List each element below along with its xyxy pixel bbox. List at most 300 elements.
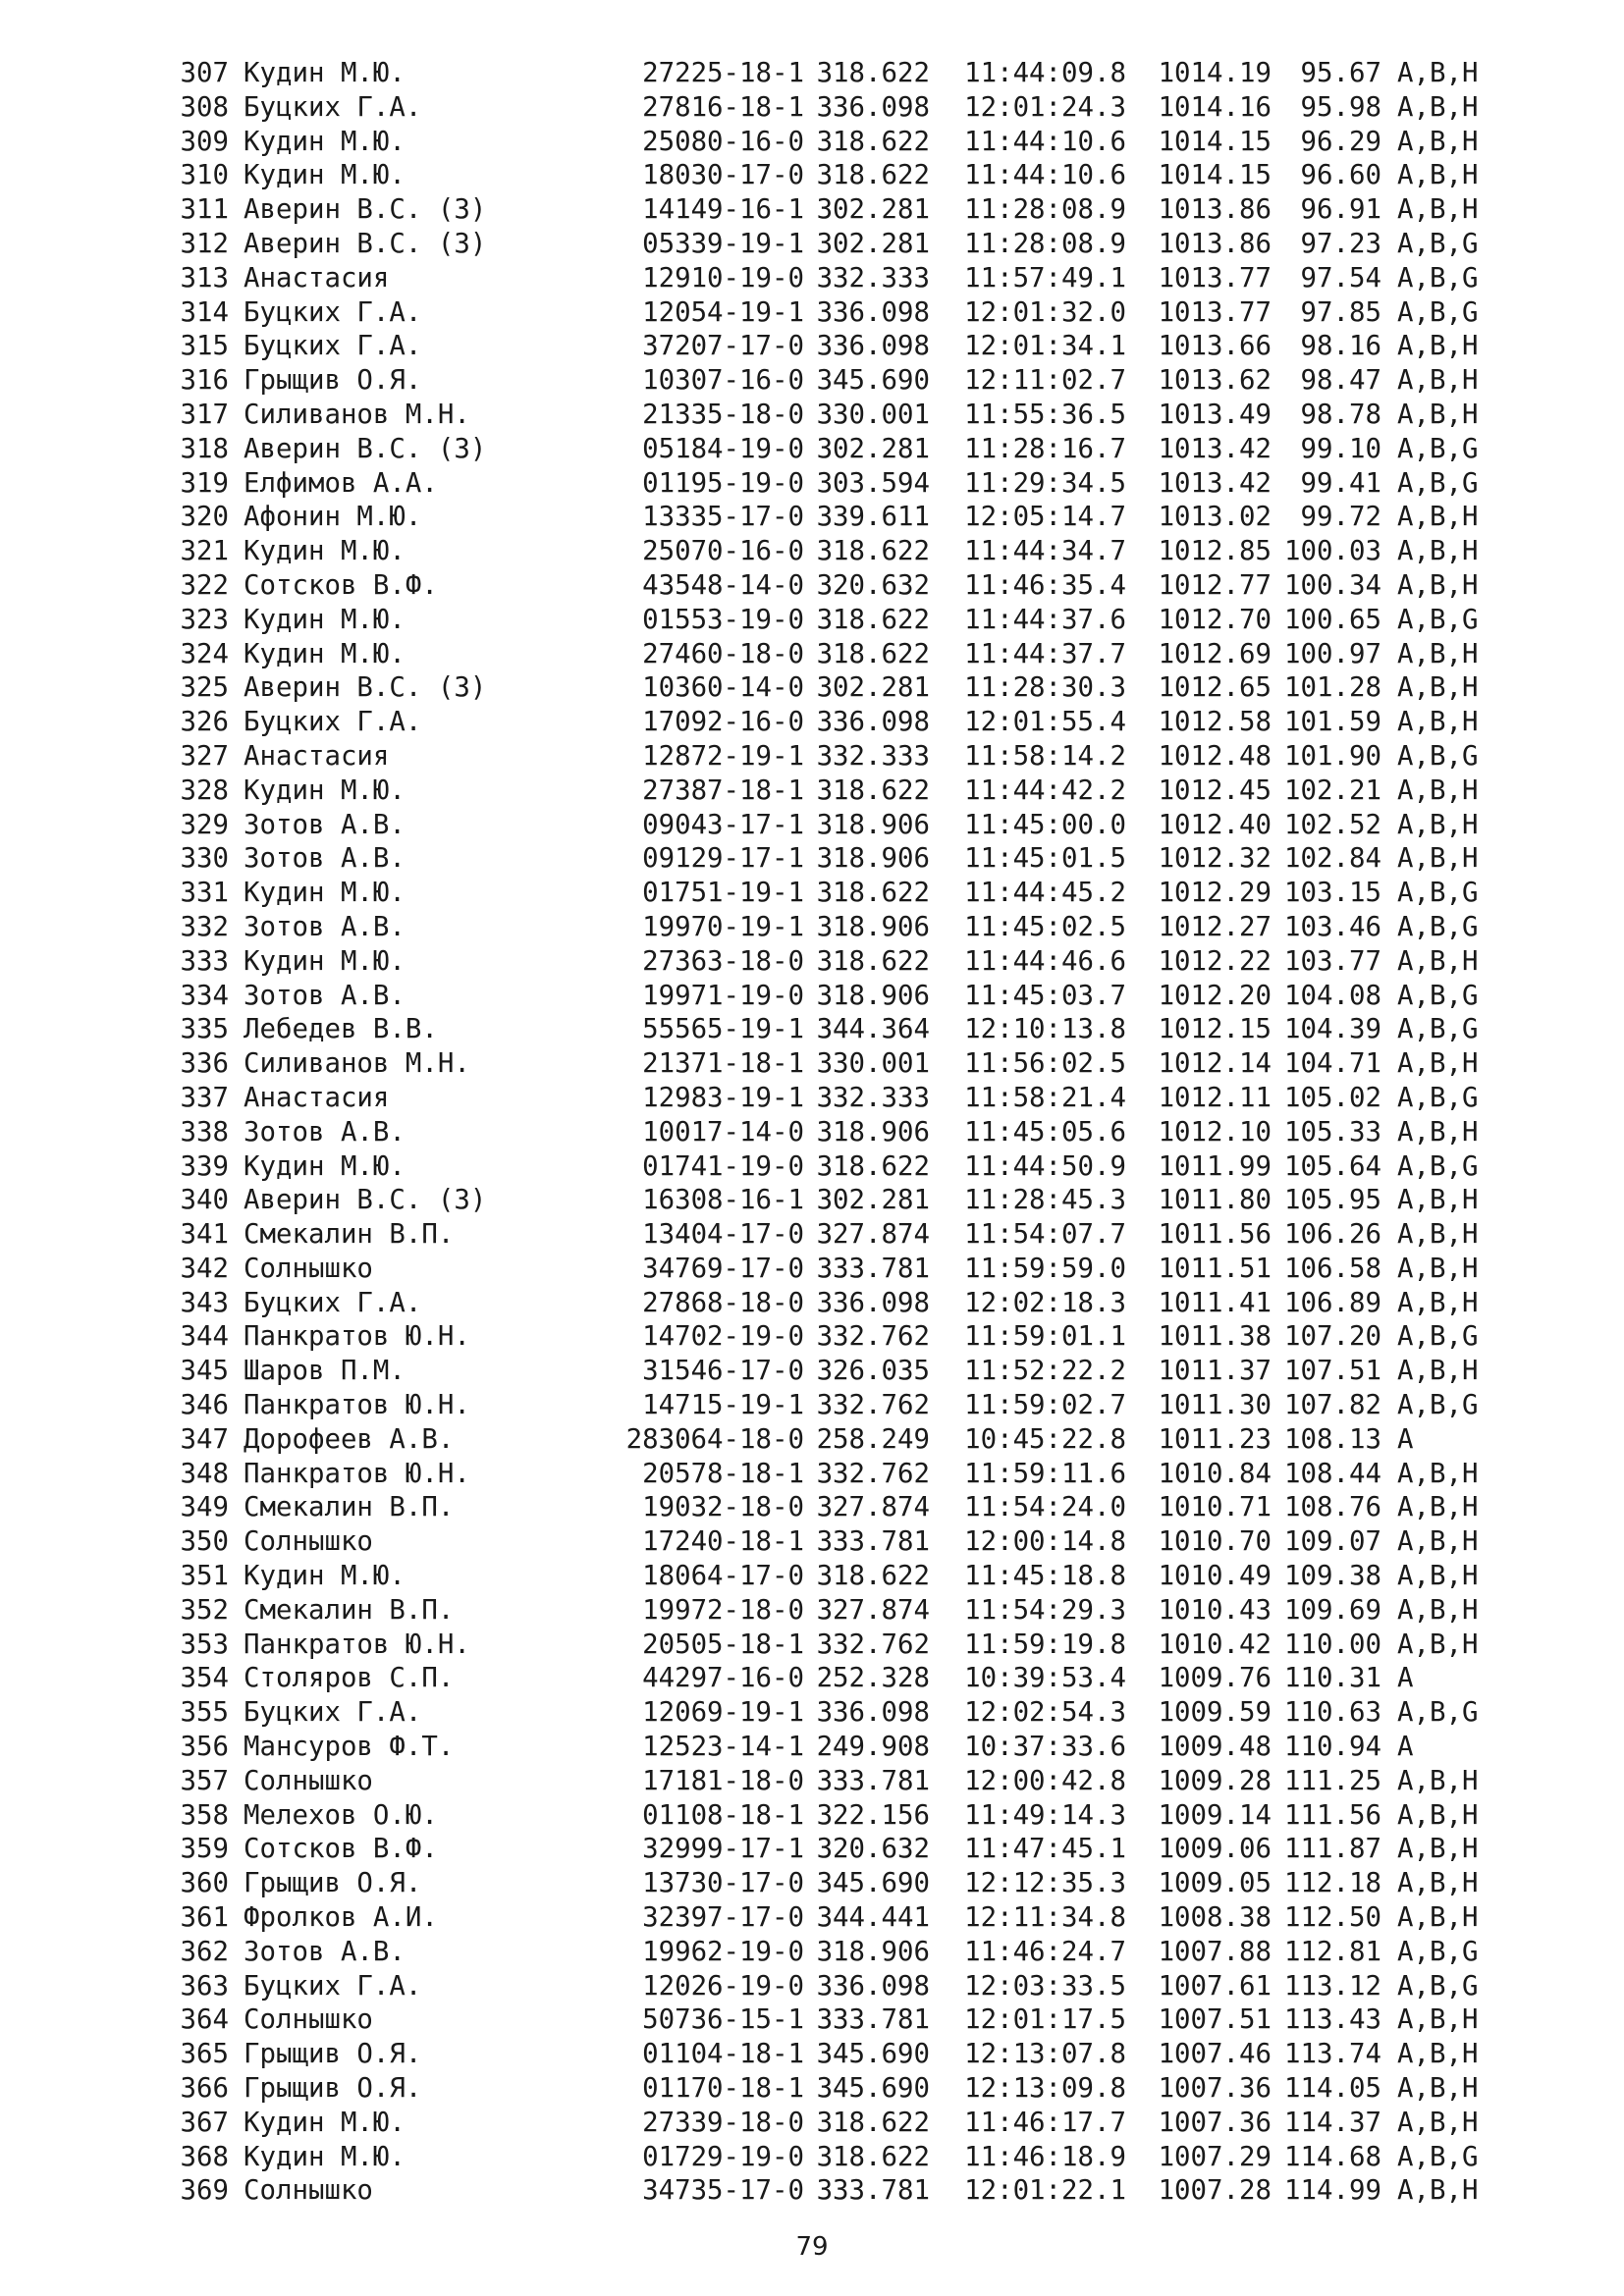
flags-cell: A,B,G [1397,1936,1479,1967]
fancier-name-cell: Зотов А.В. [244,980,406,1011]
coefficient-cell: 105.95 [1284,1185,1381,1216]
page-number: 79 [795,2232,829,2262]
coefficient-cell: 107.51 [1284,1356,1381,1387]
speed-cell: 1009.76 [1158,1663,1272,1694]
coefficient-cell: 102.84 [1284,843,1381,875]
distance-cell: 322.156 [816,1799,930,1831]
position-cell: 361 [180,1902,229,1934]
fancier-name-cell: Кудин М.Ю. [244,160,406,191]
arrival-time-cell: 11:58:21.4 [964,1082,1126,1113]
distance-cell: 318.906 [816,809,930,840]
fancier-name-cell: Смекалин В.П. [244,1594,455,1626]
fancier-name-cell: Панкратов Ю.Н. [244,1629,470,1660]
coefficient-cell: 104.08 [1284,980,1381,1011]
arrival-time-cell: 11:59:02.7 [964,1390,1126,1421]
arrival-time-cell: 12:01:24.3 [964,91,1126,123]
coefficient-cell: 105.02 [1284,1082,1381,1113]
flags-cell: A,B,H [1397,1561,1479,1592]
position-cell: 355 [180,1697,229,1729]
ring-number-cell: 18064-17-0 [642,1561,804,1592]
table-row [158,638,1535,672]
table-row [158,1253,1535,1287]
speed-cell: 1007.46 [1158,2039,1272,2070]
table-row [158,1423,1535,1458]
speed-cell: 1011.38 [1158,1321,1272,1353]
flags-cell: A,B,H [1397,1834,1479,1865]
arrival-time-cell: 11:44:46.6 [964,945,1126,977]
ring-number-cell: 12523-14-1 [642,1732,804,1763]
ring-number-cell: 12872-19-1 [642,740,804,772]
coefficient-cell: 110.31 [1284,1663,1381,1694]
coefficient-cell: 108.76 [1284,1492,1381,1523]
distance-cell: 318.622 [816,1561,930,1592]
fancier-name-cell: Кудин М.Ю. [244,945,406,977]
ring-number-cell: 32397-17-0 [642,1902,804,1934]
speed-cell: 1012.22 [1158,945,1272,977]
ring-number-cell: 31546-17-0 [642,1356,804,1387]
position-cell: 338 [180,1116,229,1148]
flags-cell: A,B,H [1397,1287,1479,1318]
fancier-name-cell: Панкратов Ю.Н. [244,1458,470,1489]
ring-number-cell: 37207-17-0 [642,331,804,362]
table-row [158,774,1535,809]
table-row [158,1287,1535,1321]
coefficient-cell: 95.98 [1300,91,1381,123]
ring-number-cell: 27868-18-0 [642,1287,804,1318]
distance-cell: 303.594 [816,467,930,499]
table-row [158,1833,1535,1867]
table-row [158,159,1535,193]
ring-number-cell: 01104-18-1 [642,2039,804,2070]
ring-number-cell: 27339-18-0 [642,2107,804,2138]
table-row [158,671,1535,706]
table-row [158,193,1535,228]
flags-cell: A,B,G [1397,2141,1479,2172]
table-row [158,1662,1535,1696]
coefficient-cell: 114.99 [1284,2175,1381,2207]
table-row [158,1629,1535,1663]
flags-cell: A,B,G [1397,433,1479,464]
position-cell: 366 [180,2073,229,2105]
arrival-time-cell: 11:47:45.1 [964,1834,1126,1865]
position-cell: 331 [180,878,229,909]
position-cell: 345 [180,1356,229,1387]
arrival-time-cell: 11:45:05.6 [964,1116,1126,1148]
position-cell: 363 [180,1970,229,2002]
arrival-time-cell: 11:44:42.2 [964,774,1126,806]
speed-cell: 1012.14 [1158,1048,1272,1080]
flags-cell: A,B,H [1397,707,1479,738]
position-cell: 359 [180,1834,229,1865]
flags-cell: A,B,H [1397,1116,1479,1148]
table-row [158,740,1535,774]
distance-cell: 336.098 [816,91,930,123]
distance-cell: 330.001 [816,1048,930,1080]
flags-cell: A,B,H [1397,1902,1479,1934]
results-table [158,57,1535,2209]
ring-number-cell: 14715-19-1 [642,1390,804,1421]
table-row [158,1970,1535,2004]
ring-number-cell: 19971-19-0 [642,980,804,1011]
flags-cell: A,B,G [1397,878,1479,909]
table-row [158,1867,1535,1901]
ring-number-cell: 13730-17-0 [642,1868,804,1899]
table-row [158,2003,1535,2038]
ring-number-cell: 09129-17-1 [642,843,804,875]
coefficient-cell: 97.54 [1300,262,1381,294]
position-cell: 360 [180,1868,229,1899]
flags-cell: A,B,H [1397,399,1479,430]
speed-cell: 1012.32 [1158,843,1272,875]
arrival-time-cell: 11:59:59.0 [964,1253,1126,1284]
flags-cell: A,B,H [1397,194,1479,226]
table-row [158,945,1535,980]
ring-number-cell: 18030-17-0 [642,160,804,191]
fancier-name-cell: Буцких Г.А. [244,1697,422,1729]
coefficient-cell: 99.41 [1300,467,1381,499]
coefficient-cell: 98.78 [1300,399,1381,430]
distance-cell: 302.281 [816,194,930,226]
flags-cell: A,B,H [1397,58,1479,88]
table-row [158,1184,1535,1218]
flags-cell: A,B,G [1397,1082,1479,1113]
fancier-name-cell: Грыщив О.Я. [244,2039,422,2070]
ring-number-cell: 16308-16-1 [642,1185,804,1216]
position-cell: 357 [180,1765,229,1796]
table-row [158,1047,1535,1082]
ring-number-cell: 20505-18-1 [642,1629,804,1660]
flags-cell: A,B,G [1397,980,1479,1011]
speed-cell: 1013.66 [1158,331,1272,362]
fancier-name-cell: Кудин М.Ю. [244,638,406,669]
fancier-name-cell: Аверин В.С. (З) [244,672,487,704]
position-cell: 358 [180,1799,229,1831]
position-cell: 318 [180,433,229,464]
speed-cell: 1011.99 [1158,1150,1272,1182]
arrival-time-cell: 12:01:17.5 [964,2004,1126,2036]
position-cell: 339 [180,1150,229,1182]
ring-number-cell: 14702-19-0 [642,1321,804,1353]
fancier-name-cell: Кудин М.Ю. [244,536,406,567]
position-cell: 352 [180,1594,229,1626]
distance-cell: 327.874 [816,1219,930,1251]
flags-cell: A,B,H [1397,160,1479,191]
coefficient-cell: 97.85 [1300,296,1381,328]
coefficient-cell: 100.03 [1284,536,1381,567]
position-cell: 368 [180,2141,229,2172]
arrival-time-cell: 12:01:22.1 [964,2175,1126,2207]
position-cell: 362 [180,1936,229,1967]
position-cell: 342 [180,1253,229,1284]
coefficient-cell: 97.23 [1300,228,1381,259]
speed-cell: 1014.15 [1158,160,1272,191]
arrival-time-cell: 11:28:45.3 [964,1185,1126,1216]
coefficient-cell: 109.07 [1284,1526,1381,1558]
arrival-time-cell: 11:29:34.5 [964,467,1126,499]
position-cell: 314 [180,296,229,328]
ring-number-cell: 21335-18-0 [642,399,804,430]
table-row [158,1491,1535,1525]
flags-cell: A [1397,1423,1414,1455]
arrival-time-cell: 11:28:08.9 [964,194,1126,226]
arrival-time-cell: 11:44:50.9 [964,1150,1126,1182]
position-cell: 324 [180,638,229,669]
distance-cell: 302.281 [816,433,930,464]
speed-cell: 1013.62 [1158,365,1272,397]
fancier-name-cell: Кудин М.Ю. [244,2141,406,2172]
position-cell: 365 [180,2039,229,2070]
fancier-name-cell: Буцких Г.А. [244,707,422,738]
ring-number-cell: 21371-18-1 [642,1048,804,1080]
fancier-name-cell: Буцких Г.А. [244,91,422,123]
position-cell: 307 [180,58,229,88]
ring-number-cell: 01553-19-0 [642,604,804,635]
flags-cell: A,B,G [1397,1390,1479,1421]
fancier-name-cell: Буцких Г.А. [244,296,422,328]
flags-cell: A,B,H [1397,569,1479,601]
table-row [158,1150,1535,1185]
table-row [158,126,1535,160]
arrival-time-cell: 11:28:08.9 [964,228,1126,259]
coefficient-cell: 96.91 [1300,194,1381,226]
fancier-name-cell: Грыщив О.Я. [244,365,422,397]
distance-cell: 336.098 [816,296,930,328]
flags-cell: A,B,G [1397,604,1479,635]
coefficient-cell: 100.97 [1284,638,1381,669]
fancier-name-cell: Буцких Г.А. [244,331,422,362]
coefficient-cell: 114.68 [1284,2141,1381,2172]
arrival-time-cell: 12:00:14.8 [964,1526,1126,1558]
speed-cell: 1011.37 [1158,1356,1272,1387]
coefficient-cell: 107.20 [1284,1321,1381,1353]
coefficient-cell: 100.65 [1284,604,1381,635]
position-cell: 333 [180,945,229,977]
flags-cell: A,B,H [1397,1458,1479,1489]
distance-cell: 318.622 [816,638,930,669]
position-cell: 367 [180,2107,229,2138]
flags-cell: A,B,G [1397,911,1479,942]
flags-cell: A,B,G [1397,296,1479,328]
distance-cell: 302.281 [816,228,930,259]
ring-number-cell: 01195-19-0 [642,467,804,499]
table-row [158,1525,1535,1560]
speed-cell: 1007.36 [1158,2107,1272,2138]
ring-number-cell: 01729-19-0 [642,2141,804,2172]
distance-cell: 336.098 [816,331,930,362]
table-row [158,2174,1535,2209]
ring-number-cell: 50736-15-1 [642,2004,804,2036]
coefficient-cell: 112.18 [1284,1868,1381,1899]
speed-cell: 1011.56 [1158,1219,1272,1251]
position-cell: 346 [180,1390,229,1421]
arrival-time-cell: 11:44:09.8 [964,58,1126,88]
coefficient-cell: 105.33 [1284,1116,1381,1148]
coefficient-cell: 108.44 [1284,1458,1381,1489]
flags-cell: A,B,H [1397,1799,1479,1831]
table-row [158,433,1535,467]
arrival-time-cell: 11:57:49.1 [964,262,1126,294]
distance-cell: 336.098 [816,1697,930,1729]
ring-number-cell: 10017-14-0 [642,1116,804,1148]
table-row [158,296,1535,331]
flags-cell: A,B,H [1397,91,1479,123]
position-cell: 348 [180,1458,229,1489]
arrival-time-cell: 11:55:36.5 [964,399,1126,430]
fancier-name-cell: Солнышко [244,2175,373,2207]
ring-number-cell: 17240-18-1 [642,1526,804,1558]
fancier-name-cell: Смекалин В.П. [244,1492,455,1523]
flags-cell: A,B,G [1397,228,1479,259]
arrival-time-cell: 12:11:02.7 [964,365,1126,397]
fancier-name-cell: Зотов А.В. [244,843,406,875]
table-row [158,842,1535,877]
position-cell: 313 [180,262,229,294]
coefficient-cell: 99.10 [1300,433,1381,464]
flags-cell: A,B,H [1397,945,1479,977]
arrival-time-cell: 11:44:10.6 [964,126,1126,157]
arrival-time-cell: 11:54:07.7 [964,1219,1126,1251]
distance-cell: 345.690 [816,2073,930,2105]
coefficient-cell: 99.72 [1300,502,1381,533]
position-cell: 347 [180,1423,229,1455]
fancier-name-cell: Аверин В.С. (З) [244,1185,487,1216]
distance-cell: 332.762 [816,1629,930,1660]
fancier-name-cell: Мансуров Ф.Т. [244,1732,455,1763]
speed-cell: 1007.51 [1158,2004,1272,2036]
speed-cell: 1010.42 [1158,1629,1272,1660]
arrival-time-cell: 11:28:30.3 [964,672,1126,704]
ring-number-cell: 44297-16-0 [642,1663,804,1694]
position-cell: 310 [180,160,229,191]
arrival-time-cell: 11:44:45.2 [964,878,1126,909]
ring-number-cell: 283064-18-0 [625,1423,804,1455]
flags-cell: A,B,H [1397,1868,1479,1899]
flags-cell: A,B,H [1397,1048,1479,1080]
position-cell: 330 [180,843,229,875]
table-row [158,2107,1535,2141]
speed-cell: 1011.30 [1158,1390,1272,1421]
table-row [158,1218,1535,1253]
arrival-time-cell: 12:02:54.3 [964,1697,1126,1729]
table-row [158,706,1535,740]
distance-cell: 333.781 [816,1253,930,1284]
speed-cell: 1013.77 [1158,296,1272,328]
position-cell: 332 [180,911,229,942]
fancier-name-cell: Кудин М.Ю. [244,126,406,157]
arrival-time-cell: 11:46:24.7 [964,1936,1126,1967]
coefficient-cell: 102.21 [1284,774,1381,806]
flags-cell: A,B,G [1397,740,1479,772]
coefficient-cell: 103.77 [1284,945,1381,977]
ring-number-cell: 27387-18-1 [642,774,804,806]
distance-cell: 327.874 [816,1492,930,1523]
fancier-name-cell: Столяров С.П. [244,1663,455,1694]
fancier-name-cell: Кудин М.Ю. [244,1561,406,1592]
position-cell: 321 [180,536,229,567]
arrival-time-cell: 11:58:14.2 [964,740,1126,772]
distance-cell: 320.632 [816,1834,930,1865]
fancier-name-cell: Панкратов Ю.Н. [244,1390,470,1421]
ring-number-cell: 19032-18-0 [642,1492,804,1523]
table-row [158,1013,1535,1047]
coefficient-cell: 113.12 [1284,1970,1381,2002]
coefficient-cell: 106.58 [1284,1253,1381,1284]
coefficient-cell: 98.47 [1300,365,1381,397]
ring-number-cell: 09043-17-1 [642,809,804,840]
position-cell: 329 [180,809,229,840]
arrival-time-cell: 12:13:09.8 [964,2073,1126,2105]
position-cell: 328 [180,774,229,806]
ring-number-cell: 17092-16-0 [642,707,804,738]
ring-number-cell: 27363-18-0 [642,945,804,977]
arrival-time-cell: 12:02:18.3 [964,1287,1126,1318]
speed-cell: 1007.88 [1158,1936,1272,1967]
ring-number-cell: 12054-19-1 [642,296,804,328]
distance-cell: 318.622 [816,774,930,806]
fancier-name-cell: Анастасия [244,262,390,294]
distance-cell: 344.441 [816,1902,930,1934]
ring-number-cell: 20578-18-1 [642,1458,804,1489]
speed-cell: 1012.77 [1158,569,1272,601]
position-cell: 351 [180,1561,229,1592]
fancier-name-cell: Грыщив О.Я. [244,1868,422,1899]
table-row [158,1458,1535,1492]
fancier-name-cell: Дорофеев А.В. [244,1423,455,1455]
distance-cell: 318.906 [816,1116,930,1148]
table-row [158,2141,1535,2175]
arrival-time-cell: 11:45:03.7 [964,980,1126,1011]
speed-cell: 1013.49 [1158,399,1272,430]
table-row [158,501,1535,535]
ring-number-cell: 19972-18-0 [642,1594,804,1626]
position-cell: 350 [180,1526,229,1558]
coefficient-cell: 101.28 [1284,672,1381,704]
speed-cell: 1013.42 [1158,433,1272,464]
distance-cell: 333.781 [816,1765,930,1796]
fancier-name-cell: Анастасия [244,740,390,772]
position-cell: 334 [180,980,229,1011]
fancier-name-cell: Грыщив О.Я. [244,2073,422,2105]
ring-number-cell: 13335-17-0 [642,502,804,533]
distance-cell: 339.611 [816,502,930,533]
distance-cell: 318.906 [816,843,930,875]
fancier-name-cell: Панкратов Ю.Н. [244,1321,470,1353]
fancier-name-cell: Лебедев В.В. [244,1014,438,1045]
table-row [158,877,1535,911]
arrival-time-cell: 10:37:33.6 [964,1732,1126,1763]
distance-cell: 318.622 [816,2107,930,2138]
coefficient-cell: 111.56 [1284,1799,1381,1831]
speed-cell: 1014.15 [1158,126,1272,157]
position-cell: 344 [180,1321,229,1353]
distance-cell: 252.328 [816,1663,930,1694]
coefficient-cell: 100.34 [1284,569,1381,601]
flags-cell: A,B,H [1397,1594,1479,1626]
speed-cell: 1011.41 [1158,1287,1272,1318]
coefficient-cell: 109.38 [1284,1561,1381,1592]
distance-cell: 318.622 [816,536,930,567]
coefficient-cell: 113.74 [1284,2039,1381,2070]
speed-cell: 1007.61 [1158,1970,1272,2002]
table-row [158,1936,1535,1970]
flags-cell: A,B,H [1397,2039,1479,2070]
coefficient-cell: 114.37 [1284,2107,1381,2138]
flags-cell: A,B,H [1397,2004,1479,2036]
distance-cell: 318.622 [816,2141,930,2172]
coefficient-cell: 113.43 [1284,2004,1381,2036]
arrival-time-cell: 12:05:14.7 [964,502,1126,533]
flags-cell: A,B,H [1397,1356,1479,1387]
